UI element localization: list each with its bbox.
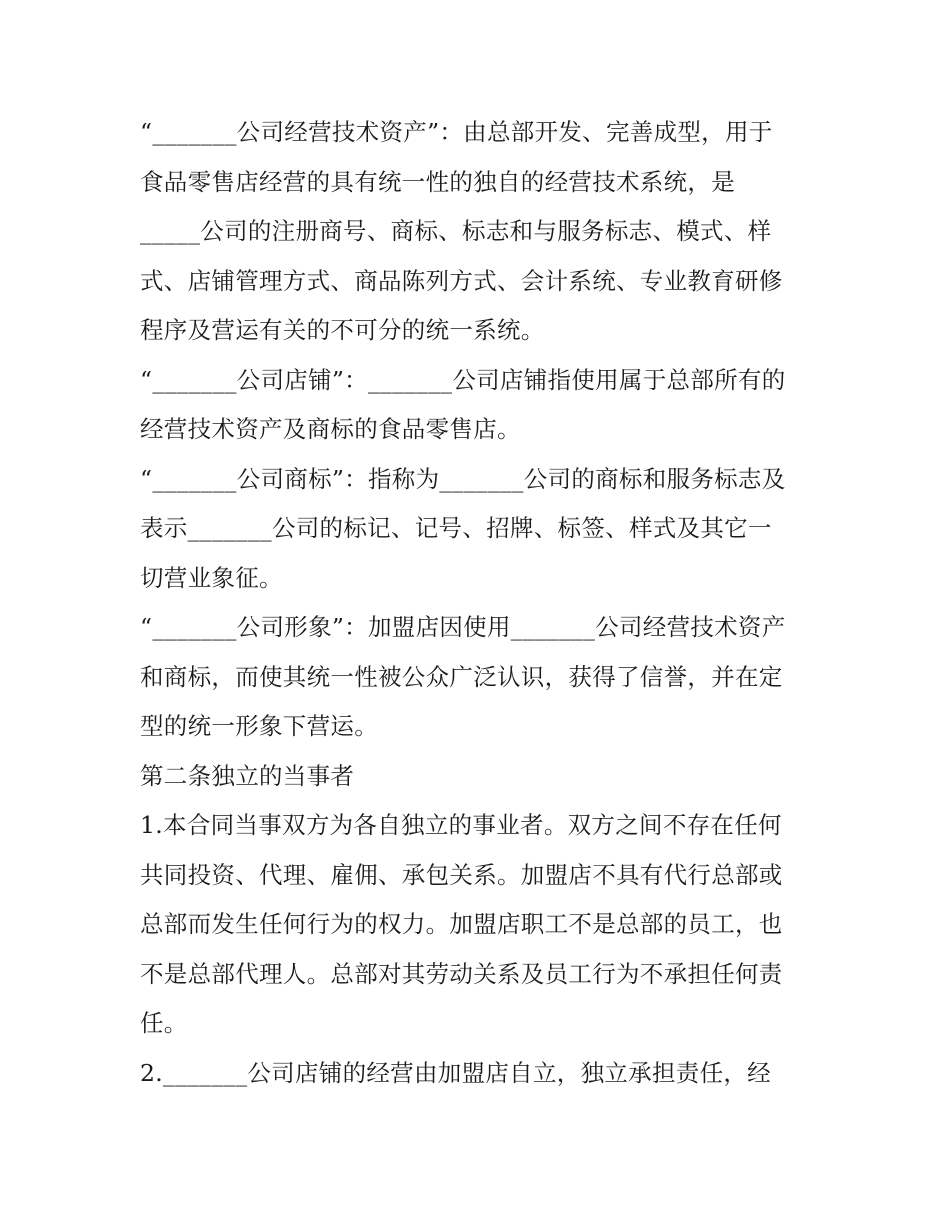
text-line: 1.本合同当事双方为各自独立的事业者。双方之间不存在任何 bbox=[140, 811, 782, 839]
text-line: 程序及营运有关的不可分的统一系统。 bbox=[140, 316, 545, 344]
text-line: 共同投资、代理、雇佣、承包关系。加盟店不具有代行总部或 bbox=[140, 860, 783, 889]
text-line: 总部而发生任何行为的权力。加盟店职工不是总部的员工，也 bbox=[140, 910, 783, 938]
text-line: 式、店铺管理方式、商品陈列方式、会计系统、专业教育研修 bbox=[140, 266, 783, 295]
text-line: _____公司的注册商号、商标、标志和与服务标志、模式、样 bbox=[140, 217, 772, 245]
text-line: 不是总部代理人。总部对其劳动关系及员工行为不承担任何责 bbox=[140, 959, 783, 988]
text-line: “_______公司形象”：加盟店因使用_______公司经营技术资产 bbox=[140, 613, 786, 641]
text-line: “_______公司商标”：指称为_______公司的商标和服务标志及 bbox=[140, 464, 786, 493]
text-line: “_______公司经营技术资产”：由总部开发、完善成型，用于 bbox=[140, 118, 773, 146]
text-line: 经营技术资产及商标的食品零售店。 bbox=[140, 415, 521, 443]
text-line: 2._______公司店铺的经营由加盟店自立，独立承担责任，经 bbox=[140, 1058, 771, 1087]
text-line: 型的统一形象下营运。 bbox=[140, 712, 378, 740]
text-line: 切营业象征。 bbox=[140, 563, 283, 592]
text-line: 任。 bbox=[140, 1009, 188, 1037]
text-line: 和商标，而使其统一性被公众广泛认识，获得了信誉，并在定 bbox=[140, 662, 783, 691]
document-page bbox=[140, 108, 815, 1098]
text-line: 食品零售店经营的具有统一性的独自的经营技术系统，是 bbox=[140, 167, 735, 196]
text-line: “_______公司店铺”：_______公司店铺指使用属于总部所有的 bbox=[140, 365, 786, 394]
text-line: 表示_______公司的标记、记号、招牌、标签、样式及其它一 bbox=[140, 514, 772, 542]
section-heading: 第二条独立的当事者 bbox=[140, 761, 355, 790]
